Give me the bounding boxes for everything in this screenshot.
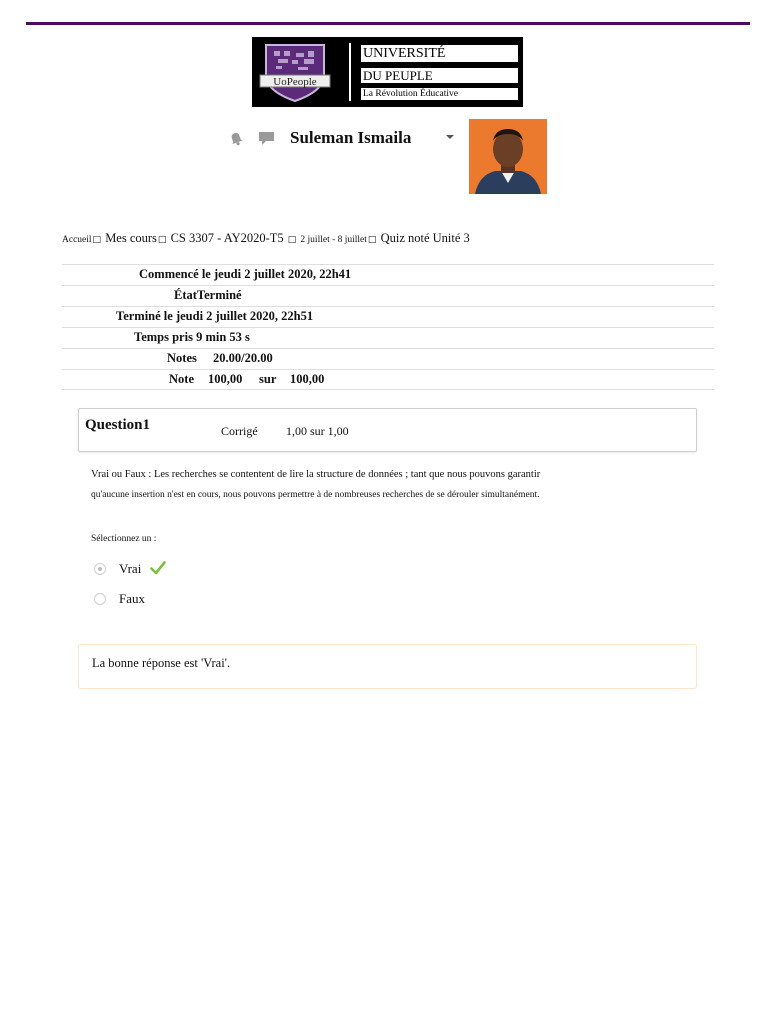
summary-label: Notes [167,351,197,365]
breadcrumb-separator-icon: □ [92,235,102,245]
chat-icon[interactable] [258,130,275,146]
summary-value: Terminé [196,288,242,302]
logo-title-line1: UNIVERSITÉ [361,45,518,62]
logo-title-line2: DU PEUPLE [361,68,518,83]
bell-icon[interactable] [228,130,244,146]
question-title: Question1 [85,417,151,433]
summary-row-started [62,264,714,285]
question-text-line: qu'aucune insertion n'est en cours, nous pouvons permettre à de nombreuses recherches de se dérouler simultanément. [91,490,540,500]
breadcrumb-separator-icon: □ [287,235,297,245]
correct-answer-feedback [78,644,697,689]
logo-divider [349,43,351,101]
breadcrumb-course[interactable]: CS 3307 - AY2020-T5 [170,231,284,245]
radio-button[interactable] [94,563,106,575]
attempt-summary-table [62,264,714,390]
summary-max: 100,00 [290,372,325,386]
summary-row-state [62,285,714,306]
user-menu-bar [228,118,548,194]
shield-text: UoPeople [273,76,317,88]
radio-button[interactable] [94,593,106,605]
question-state: Corrigé [221,424,258,438]
summary-row-marks [62,348,714,369]
checkmark-icon [150,560,166,576]
logo-tagline: La Révolution Éducative [361,88,518,100]
question-grade: 1,00 sur 1,00 [286,424,349,438]
summary-label: Commencé le [139,267,211,281]
summary-separator: sur [259,372,277,386]
summary-value: jeudi 2 juillet 2020, 22h41 [213,267,352,281]
question-info-box [78,408,697,452]
summary-label: Terminé le [116,309,173,323]
summary-value: 100,00 [208,372,243,386]
user-name[interactable]: Suleman Ismaila [290,128,412,147]
breadcrumb-separator-icon: □ [367,235,377,245]
summary-label: Temps pris [134,330,193,344]
summary-row-finished [62,306,714,327]
breadcrumb-home[interactable]: Accueil [62,235,92,245]
breadcrumb [62,231,470,246]
summary-row-grade [62,369,714,390]
breadcrumb-quiz[interactable]: Quiz noté Unité 3 [380,231,470,245]
question-text-line: Vrai ou Faux : Les recherches se contentent de lire la structure de données ; tant que nous pouvons garantir [91,469,541,480]
answer-prompt: Sélectionnez un : [91,534,157,544]
site-logo[interactable] [252,37,523,107]
summary-value: 20.00/20.00 [213,351,273,365]
top-accent-rule [26,22,750,25]
breadcrumb-separator-icon: □ [157,235,167,245]
summary-label: État [174,288,197,302]
summary-value: 9 min 53 s [196,330,250,344]
caret-down-icon[interactable] [446,135,454,139]
breadcrumb-courses[interactable]: Mes cours [105,231,157,245]
feedback-text: La bonne réponse est 'Vrai'. [92,656,231,670]
answer-label[interactable]: Vrai [119,561,142,576]
summary-label: Note [169,372,194,386]
shield-logo-icon [258,41,332,103]
answer-label[interactable]: Faux [119,591,145,606]
summary-value: jeudi 2 juillet 2020, 22h51 [175,309,314,323]
summary-row-time [62,327,714,348]
breadcrumb-week[interactable]: 2 juillet - 8 juillet [300,235,367,245]
question-text [91,464,691,506]
avatar[interactable] [469,119,547,194]
